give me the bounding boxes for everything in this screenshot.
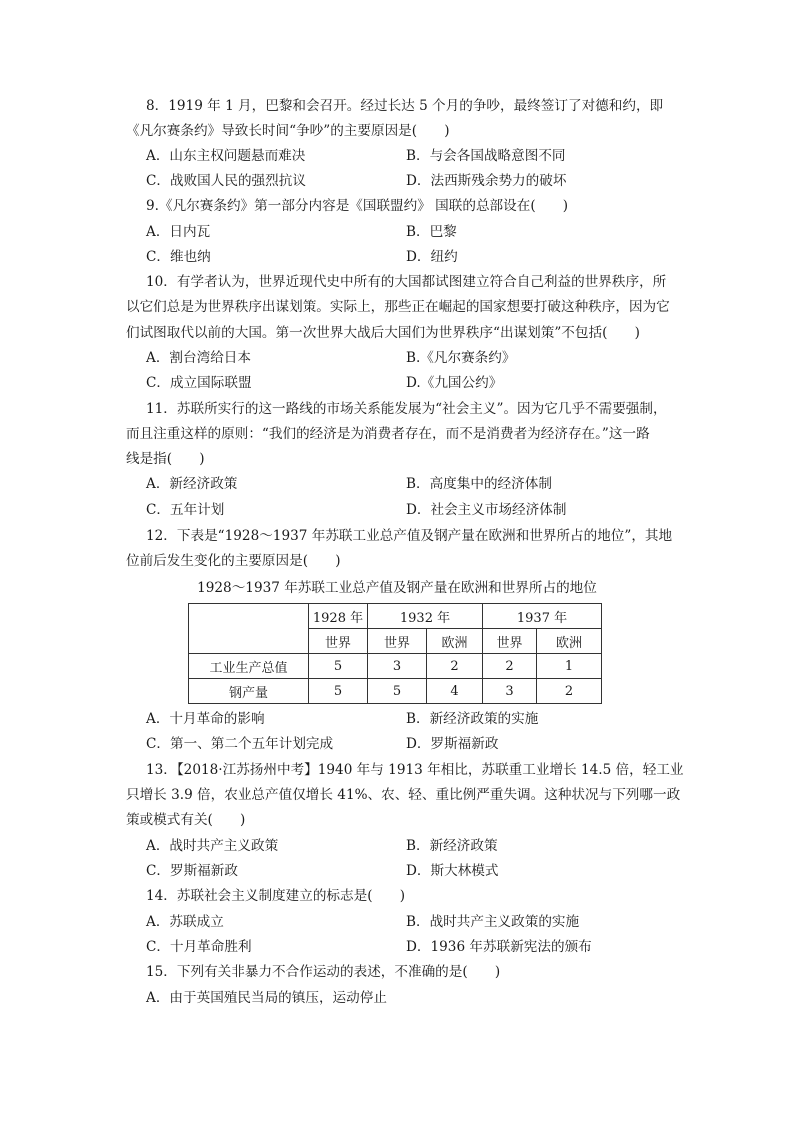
table-cell: 5 [309,679,368,704]
question-8-option-c: C．战败国人民的强烈抗议 [146,173,306,189]
question-9-option-c: C．维也纳 [146,249,211,265]
question-11-option-c: C．五年计划 [146,502,225,518]
question-9-line-1: 9.《凡尔赛条约》第一部分内容是《国联盟约》 国联的总部设在( ) [146,198,569,214]
table-cell: 4 [427,679,483,704]
question-11-line-2: 而且注重这样的原则：“我们的经济是为消费者存在，而不是消费者为经济存在。”这一路 [126,426,650,442]
question-9-option-d: D．纽约 [406,249,458,265]
table-region-cell: 欧洲 [537,629,602,654]
table-region-cell: 世界 [309,629,368,654]
table-cell: 2 [537,679,602,704]
table-cell: 2 [427,654,483,679]
question-8-line-2: 《凡尔赛条约》导致长时间“争吵”的主要原因是( ) [126,123,450,139]
question-12-option-b: B．新经济政策的实施 [406,711,539,727]
table-region-cell: 世界 [368,629,427,654]
table-cell: 3 [368,654,427,679]
question-14-option-b: B．战时共产主义政策的实施 [406,914,580,930]
table-cell: 5 [309,654,368,679]
table-region-cell: 欧洲 [427,629,483,654]
question-10-option-b: B.《凡尔赛条约》 [406,350,516,366]
table-year-1932: 1932 年 [368,604,483,629]
question-13-option-d: D．斯大林模式 [406,863,499,879]
question-10-line-2: 以它们总是为世界秩序出谋划策。实际上，那些正在崛起的国家想要打破这种秩序，因为它 [126,299,670,315]
table-row [189,654,602,679]
question-8-line-1: 8．1919 年 1 月，巴黎和会召开。经过长达 5 个月的争吵，最终签订了对德和约，即 [146,98,664,114]
question-11-option-d: D．社会主义市场经济体制 [406,502,567,518]
question-8-option-a: A．山东主权问题悬而难决 [146,148,306,164]
question-13-option-b: B．新经济政策 [406,838,498,854]
question-10-line-1: 10．有学者认为，世界近现代史中所有的大国都试图建立符合自己利益的世界秩序，所 [146,274,667,290]
question-15-option-a: A．由于英国殖民当局的镇压，运动停止 [146,990,387,1006]
table-header-years [189,604,602,629]
table-corner-cell [189,604,309,654]
question-13-line-3: 策或模式有关( ) [126,812,246,828]
table-cell: 3 [483,679,537,704]
question-12-line-2: 位前后发生变化的主要原因是( ) [126,553,341,569]
question-12-option-a: A．十月革命的影响 [146,711,265,727]
table-row [189,679,602,704]
question-11-option-b: B．高度集中的经济体制 [406,476,552,492]
question-13-line-2: 只增长 3.9 倍，农业总产值仅增长 41%、农、轻、重比例严重失调。这种状况与下列哪一政 [126,787,681,803]
question-13-line-1: 13．【2018·江苏扬州中考】1940 年与 1913 年相比，苏联重工业增长 14.5 倍，轻工业 [146,762,684,778]
question-15-line-1: 15．下列有关非暴力不合作运动的表述，不准确的是( ) [146,964,501,980]
table-cell: 5 [368,679,427,704]
table-row-label: 钢产量 [189,679,309,704]
table-year-1937: 1937 年 [483,604,602,629]
table-cell: 2 [483,654,537,679]
question-9-option-b: B．巴黎 [406,224,457,240]
question-12-option-c: C．第一、第二个五年计划完成 [146,736,334,752]
question-13-option-c: C．罗斯福新政 [146,863,238,879]
table-region-cell: 世界 [483,629,537,654]
question-13-option-a: A．战时共产主义政策 [146,838,279,854]
table-year-1928: 1928 年 [309,604,368,629]
question-12-line-1: 12．下表是“1928～1937 年苏联工业总产值及钢产量在欧洲和世界所占的地位”，其地 [146,528,673,544]
production-table [188,603,602,704]
question-10-option-d: D.《九国公约》 [406,375,503,391]
question-8-option-b: B．与会各国战略意图不同 [406,148,566,164]
question-11-line-3: 线是指( ) [126,451,205,467]
question-14-option-a: A．苏联成立 [146,914,224,930]
question-14-option-d: D．1936 年苏联新宪法的颁布 [406,939,592,955]
table-caption: 1928～1937 年苏联工业总产值及钢产量在欧洲和世界所占的地位 [197,580,597,596]
question-14-line-1: 14．苏联社会主义制度建立的标志是( ) [146,888,405,904]
question-11-line-1: 11．苏联所实行的这一路线的市场关系能发展为“社会主义”。因为它几乎不需要强制， [146,401,667,417]
question-10-line-3: 们试图取代以前的大国。第一次世界大战后大国们为世界秩序“出谋划策”不包括( ) [126,325,640,341]
question-10-option-a: A．割台湾给日本 [146,350,251,366]
question-14-option-c: C．十月革命胜利 [146,939,252,955]
table-row-label: 工业生产总值 [189,654,309,679]
question-8-option-d: D．法西斯残余势力的破坏 [406,173,567,189]
table-cell: 1 [537,654,602,679]
question-10-option-c: C．成立国际联盟 [146,375,252,391]
question-12-option-d: D．罗斯福新政 [406,736,499,752]
question-11-option-a: A．新经济政策 [146,476,238,492]
question-9-option-a: A．日内瓦 [146,224,211,240]
